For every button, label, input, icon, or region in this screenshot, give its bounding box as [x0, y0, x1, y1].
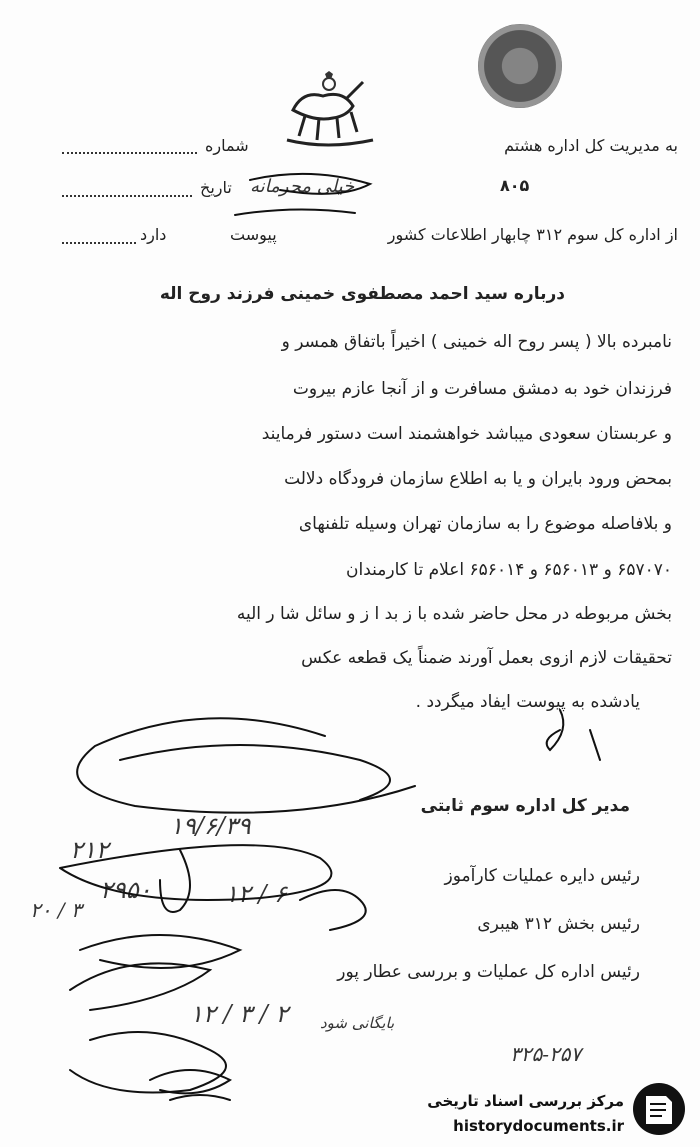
- body-line-5: و بلافاصله موضوع را به سازمان تهران وسیله تلفنهای: [298, 514, 672, 534]
- archive-center-website: historydocuments.ir: [453, 1117, 624, 1135]
- attachment-value: دارد: [140, 225, 167, 244]
- archive-center-name: مرکز بررسی اسناد تاریخی: [427, 1092, 624, 1110]
- office-line: به مدیریت کل اداره هشتم: [504, 136, 678, 155]
- body-line-8: تحقیقات لازم ازوی بعمل آورند ضمناً یک قطعه عکس: [301, 648, 672, 668]
- handwritten-number-2: ۲۹۵۰: [100, 876, 152, 904]
- number-dotted-line: [62, 152, 197, 154]
- routing-line-1: رئیس دایره عملیات کارآموز: [444, 866, 640, 886]
- handwritten-classification: خیلی محرمانه: [250, 176, 355, 197]
- routing-line-3: رئیس اداره کل عملیات و بررسی عطار پور: [337, 962, 640, 982]
- body-line-4: بمحض ورود بایران و یا به اطلاع سازمان فرودگاه دلالت: [284, 469, 672, 489]
- routing-line-2: رئیس بخش ۳۱۲ هیبری: [477, 914, 640, 934]
- handwritten-side-note: بایگانی شود: [320, 1014, 395, 1032]
- handwritten-note-1: ۱۲ / ۶: [225, 880, 288, 908]
- handwritten-margin-note: ۲۰ / ۳: [30, 898, 82, 922]
- body-line-3: و عربستان سعودی میباشد خواهشمند است دستور فرمایند: [261, 424, 672, 444]
- handwritten-bottom-note: ۳۲۵-۲۵۷: [510, 1042, 582, 1066]
- handwritten-date-note: ۱۹/۶/۳۹: [170, 812, 251, 840]
- handwritten-note-2: ۱۲ / ۳ / ۲: [190, 1000, 289, 1028]
- handwritten-number-1: ۲۱۲: [70, 836, 109, 864]
- body-line-2: فرزندان خود به دمشق مسافرت و از آنجا عازم بیروت: [292, 379, 672, 399]
- body-line-9: یادشده به پیوست ایفاد میگردد .: [415, 692, 640, 712]
- from-line: از اداره کل سوم ۳۱۲ چابهار اطلاعات کشور: [387, 225, 678, 244]
- signature-title: مدیر کل اداره سوم ثابتی: [420, 796, 630, 816]
- round-seal-stamp: [478, 24, 562, 108]
- subject-line: درباره سید احمد مصطفوی خمینی فرزند روح اله: [159, 284, 565, 304]
- archive-center-logo-icon: [630, 1080, 688, 1138]
- body-line-1: نامبرده بالا ( پسر روح اله خمینی ) اخیراً باتفاق همسر و: [281, 332, 672, 352]
- body-line-6: ۶۵۷۰۷۰ و ۶۵۶۰۱۳ و ۶۵۶۰۱۴ اعلام تا کارمندان: [346, 560, 672, 580]
- attachment-dotted-line: [62, 242, 136, 244]
- lion-and-sun-emblem-icon: [285, 70, 375, 152]
- body-line-7: بخش مربوطه در محل حاضر شده با ز بد ا ز و سائل شا ر الیه: [236, 604, 672, 624]
- letter-number-value: ۸۰۵: [500, 176, 530, 195]
- date-label: تاریخ: [200, 178, 232, 197]
- number-label: شماره: [205, 136, 249, 155]
- attachment-label: پیوست: [230, 225, 277, 244]
- date-dotted-line: [62, 195, 192, 197]
